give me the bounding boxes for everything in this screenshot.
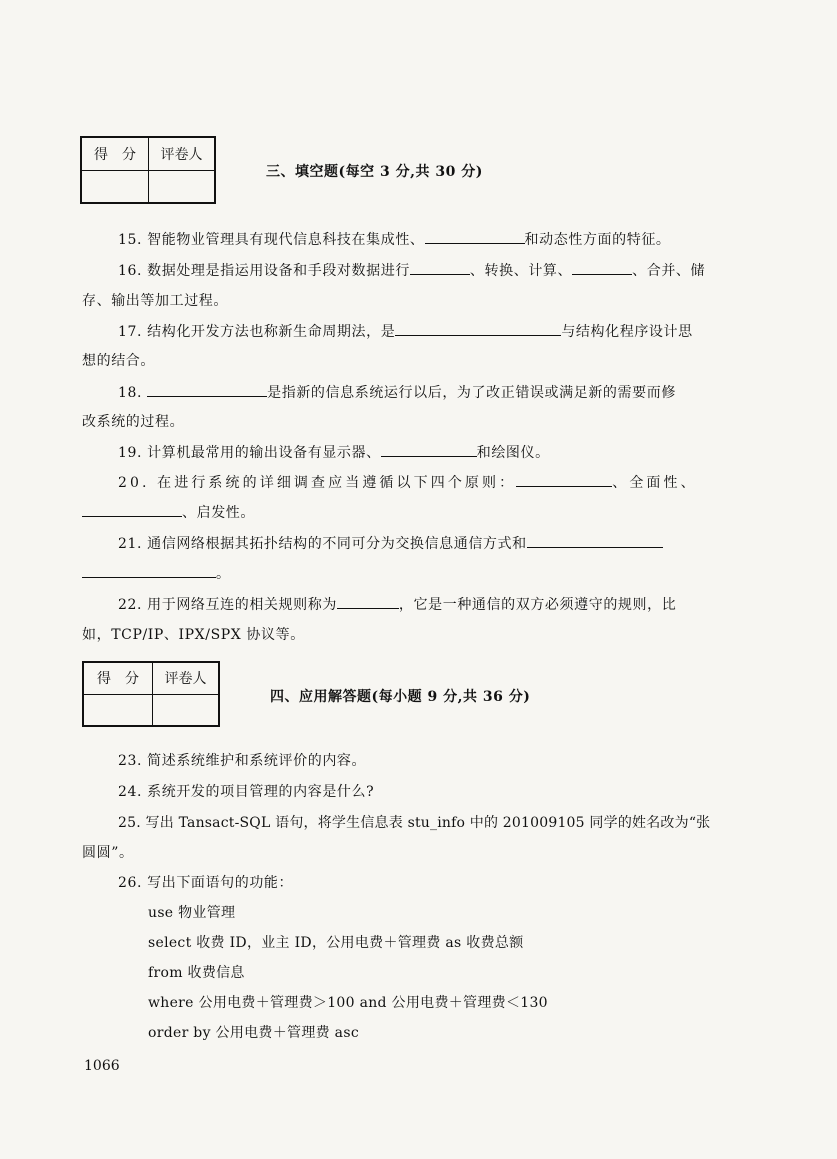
question-26: 26. 写出下面语句的功能：	[118, 875, 294, 891]
answer-blank	[82, 563, 216, 578]
score-cell	[83, 694, 153, 726]
question-25: 25. 写出 Tansact-SQL 语句，将学生信息表 stu_info 中的 201009105 同学的姓名改为“张	[118, 815, 711, 831]
section3-title: 三、填空题(每空 3 分,共 30 分)	[266, 164, 483, 180]
question-18: 18. 是指新的信息系统运行以后，为了改正错误或满足新的需要而修	[118, 382, 676, 402]
page-number: 1066	[84, 1058, 120, 1074]
question-22-cont: 如，TCP/IP、IPX/SPX 协议等。	[82, 627, 305, 643]
code-line: where 公用电费＋管理费＞100 and 公用电费＋管理费＜130	[148, 995, 548, 1011]
grader-cell	[149, 170, 216, 203]
answer-blank	[381, 442, 477, 457]
section4-title: 四、应用解答题(每小题 9 分,共 36 分)	[270, 689, 531, 705]
answer-blank	[82, 502, 182, 517]
score-header: 得 分	[83, 662, 153, 694]
question-19: 19. 计算机最常用的输出设备有显示器、 和绘图仪。	[118, 442, 550, 462]
answer-blank	[337, 594, 399, 609]
question-18-cont: 改系统的过程。	[82, 414, 185, 430]
question-17-cont: 想的结合。	[82, 353, 155, 369]
answer-blank	[527, 533, 663, 548]
question-20-cont: 、启发性。	[82, 502, 255, 522]
answer-blank	[516, 472, 612, 487]
answer-blank	[425, 229, 525, 244]
question-22: 22. 用于网络互连的相关规则称为 ，它是一种通信的双方必须遵守的规则，比	[118, 594, 676, 614]
grader-header: 评卷人	[153, 662, 220, 694]
question-15: 15. 智能物业管理具有现代信息科技在集成性、 和动态性方面的特征。	[118, 229, 671, 249]
score-table-section3	[80, 136, 216, 204]
grader-cell	[153, 694, 220, 726]
code-line: from 收费信息	[148, 965, 245, 981]
score-table-section4	[82, 661, 220, 727]
answer-blank	[147, 382, 267, 397]
grader-header: 评卷人	[149, 137, 216, 170]
code-line: select 收费 ID，业主 ID，公用电费＋管理费 as 收费总额	[148, 935, 524, 951]
question-20: 20. 在进行系统的详细调查应当遵循以下四个原则： 、全面性、	[118, 472, 698, 492]
answer-blank	[395, 321, 561, 336]
question-23: 23. 简述系统维护和系统评价的内容。	[118, 753, 367, 769]
code-line: use 物业管理	[148, 905, 236, 921]
question-16: 16. 数据处理是指运用设备和手段对数据进行 、转换、计算、 、合并、储	[118, 260, 705, 280]
question-21: 21. 通信网络根据其拓扑结构的不同可分为交换信息通信方式和	[118, 533, 663, 553]
answer-blank	[572, 260, 632, 275]
question-17: 17. 结构化开发方法也称新生命周期法，是 与结构化程序设计思	[118, 321, 693, 341]
question-16-cont: 存、输出等加工过程。	[82, 293, 228, 309]
question-25-cont: 圆圆”。	[82, 845, 134, 861]
question-24: 24. 系统开发的项目管理的内容是什么?	[118, 784, 375, 800]
question-21-cont: 。	[82, 563, 231, 583]
answer-blank	[410, 260, 470, 275]
score-cell	[81, 170, 149, 203]
score-header: 得 分	[81, 137, 149, 170]
code-line: order by 公用电费＋管理费 asc	[148, 1025, 359, 1041]
